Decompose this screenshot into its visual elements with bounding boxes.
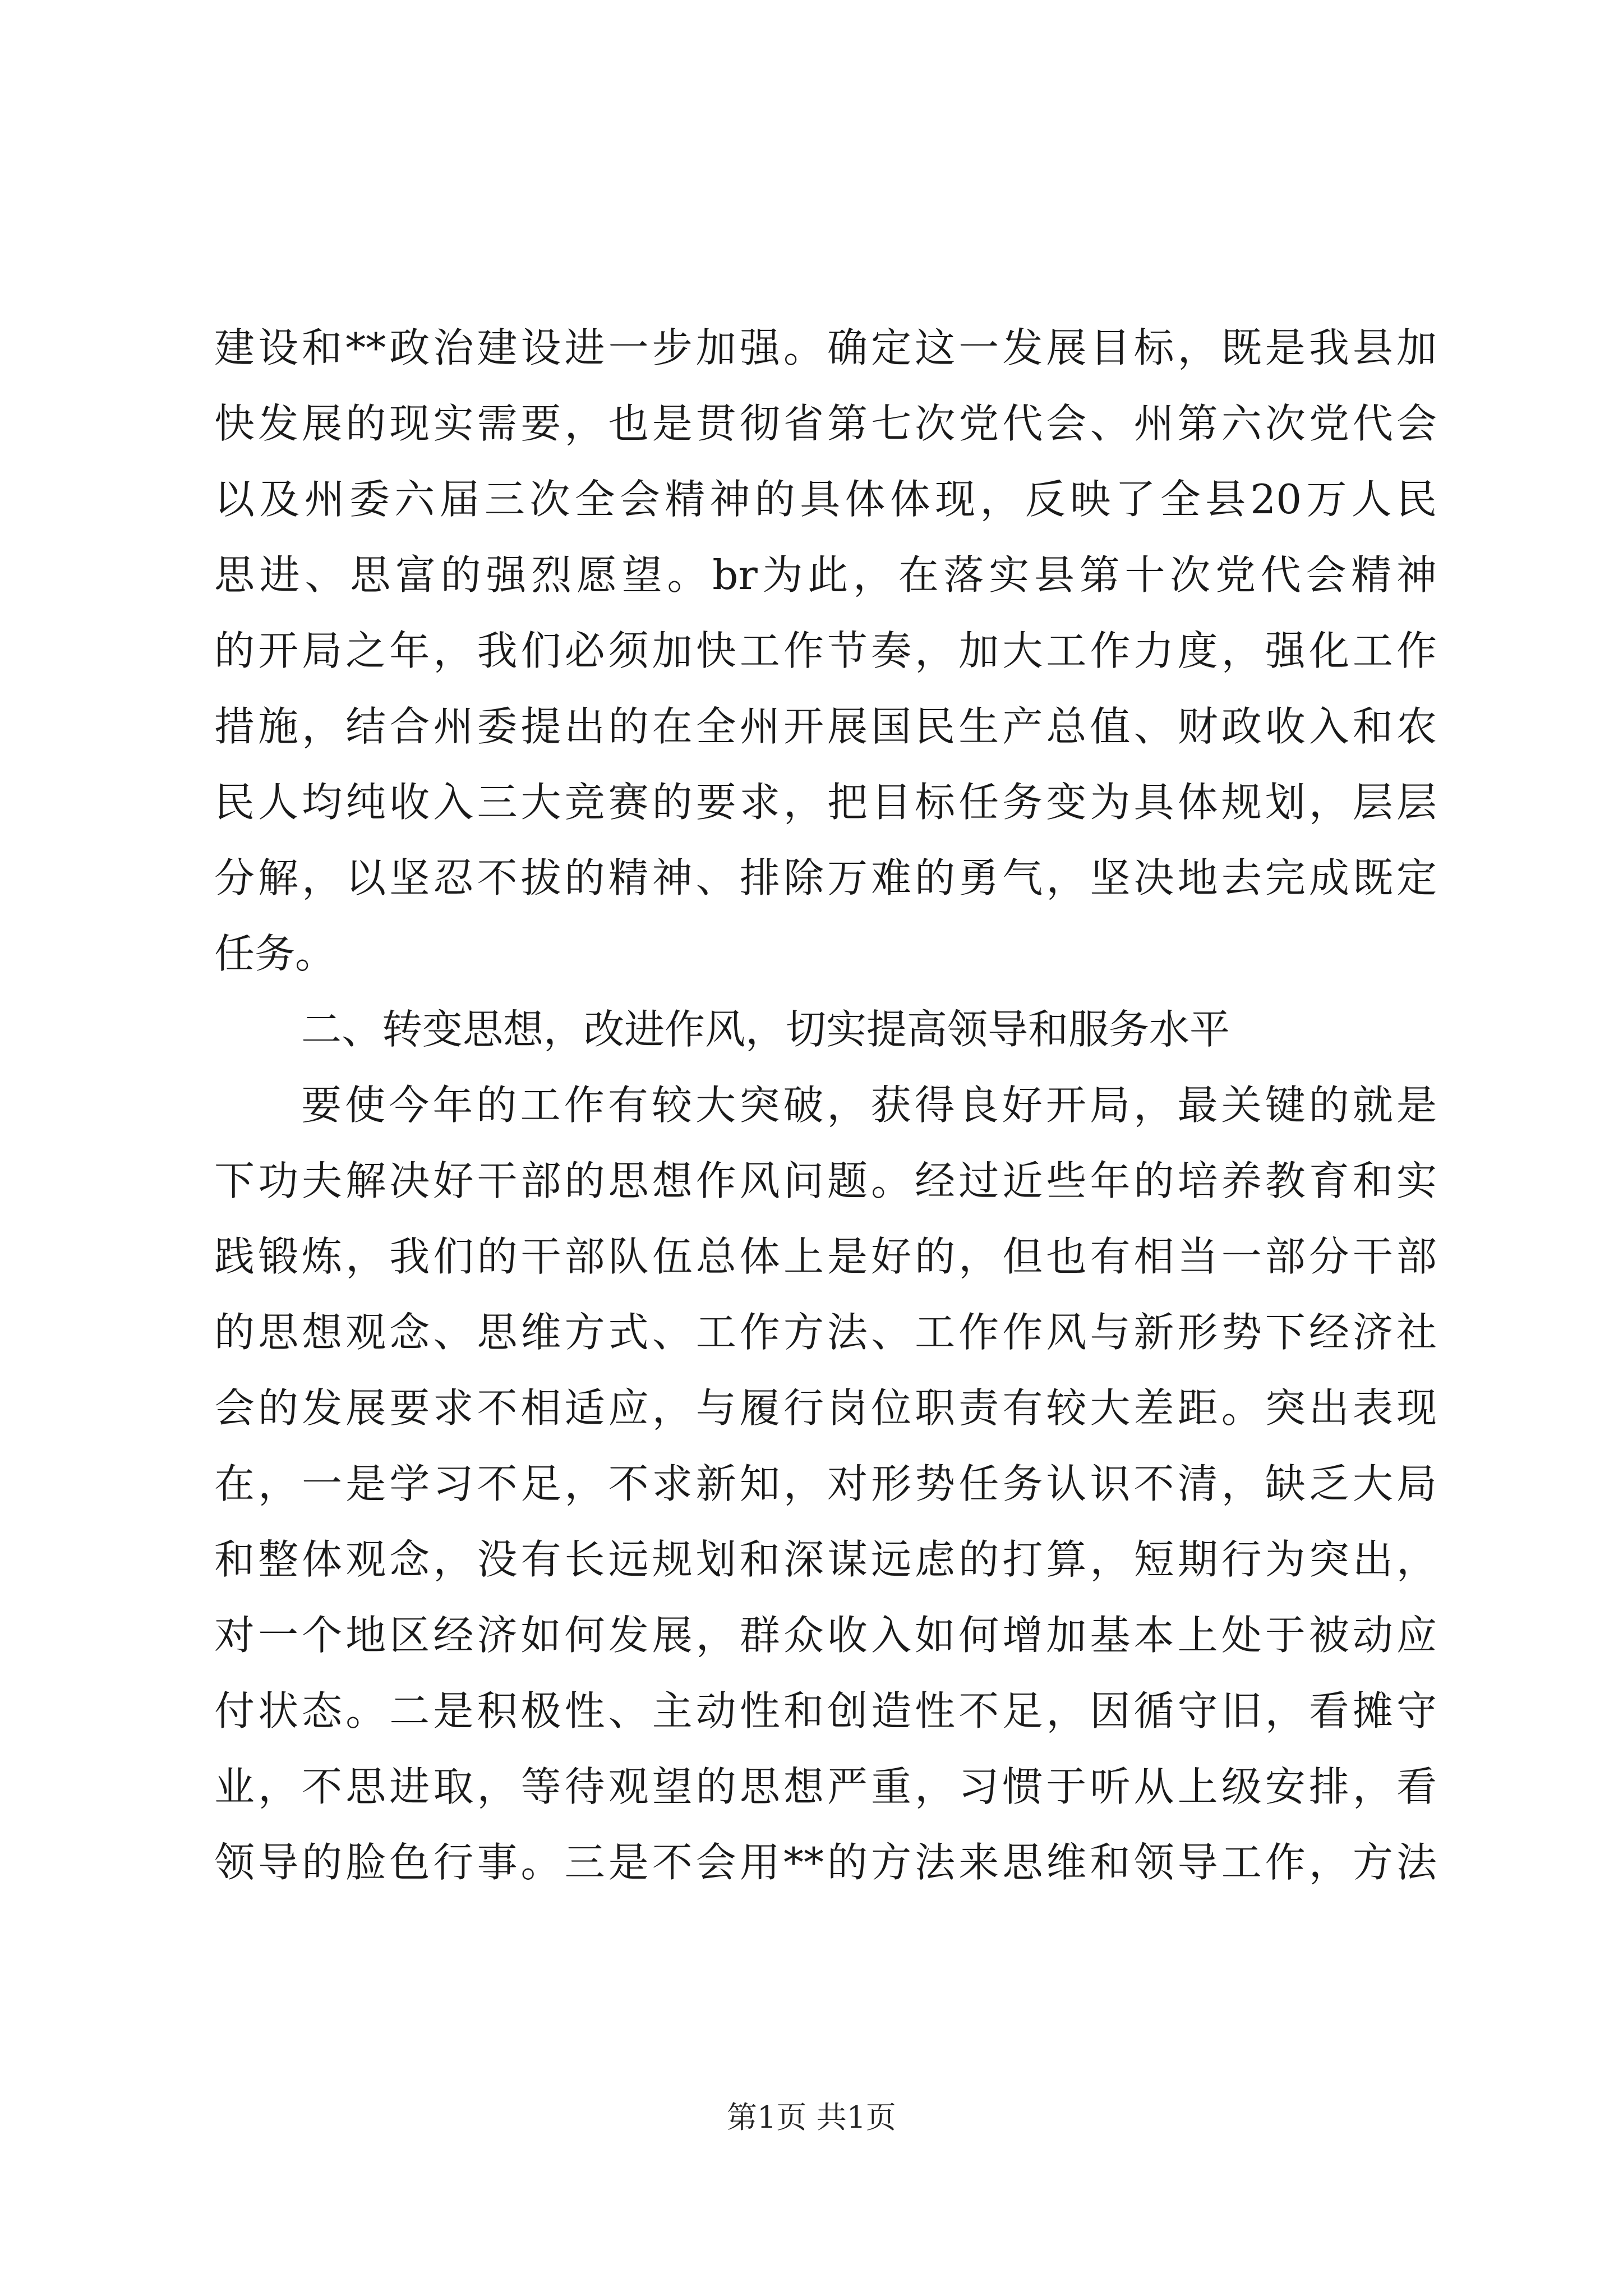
paragraph-line: 任务。 (214, 930, 336, 977)
paragraph-line: 要使今年的工作有较大突破，获得良好开局，最关键的就是 (301, 1082, 1437, 1129)
paragraph-line: 和整体观念，没有长远规划和深谋远虑的打算，短期行为突出， (214, 1536, 1437, 1583)
paragraph-line: 下功夫解决好干部的思想作风问题。经过近些年的培养教育和实 (214, 1157, 1437, 1204)
paragraph-line: 分解，以坚忍不拔的精神、排除万难的勇气，坚决地去完成既定 (214, 854, 1437, 901)
paragraph-line: 快发展的现实需要，也是贯彻省第七次党代会、州第六次党代会 (214, 400, 1437, 447)
paragraph-line: 付状态。二是积极性、主动性和创造性不足，因循守旧，看摊守 (214, 1687, 1437, 1734)
page-number-footer: 第1页 共1页 (727, 2100, 896, 2135)
paragraph-line: 的开局之年，我们必须加快工作节奏，加大工作力度，强化工作 (214, 627, 1437, 674)
paragraph-line: 思进、思富的强烈愿望。br为此，在落实县第十次党代会精神 (214, 551, 1437, 599)
paragraph-line: 建设和**政治建设进一步加强。确定这一发展目标，既是我县加 (214, 324, 1437, 371)
paragraph-line: 在，一是学习不足，不求新知，对形势任务认识不清，缺乏大局 (214, 1460, 1437, 1507)
section-heading: 二、转变思想，改进作风，切实提高领导和服务水平 (301, 1006, 1230, 1053)
paragraph-line: 以及州委六届三次全会精神的具体体现，反映了全县20万人民 (214, 476, 1437, 523)
paragraph-line: 践锻炼，我们的干部队伍总体上是好的，但也有相当一部分干部 (214, 1233, 1437, 1280)
paragraph-line: 业，不思进取，等待观望的思想严重，习惯于听从上级安排，看 (214, 1763, 1437, 1810)
paragraph-line: 措施，结合州委提出的在全州开展国民生产总值、财政收入和农 (214, 703, 1437, 750)
paragraph-line: 民人均纯收入三大竞赛的要求，把目标任务变为具体规划，层层 (214, 779, 1437, 826)
paragraph-line: 的思想观念、思维方式、工作方法、工作作风与新形势下经济社 (214, 1309, 1437, 1356)
paragraph-line: 会的发展要求不相适应，与履行岗位职责有较大差距。突出表现 (214, 1384, 1437, 1432)
paragraph-line: 领导的脸色行事。三是不会用**的方法来思维和领导工作，方法 (214, 1839, 1437, 1886)
paragraph-line: 对一个地区经济如何发展，群众收入如何增加基本上处于被动应 (214, 1612, 1437, 1659)
